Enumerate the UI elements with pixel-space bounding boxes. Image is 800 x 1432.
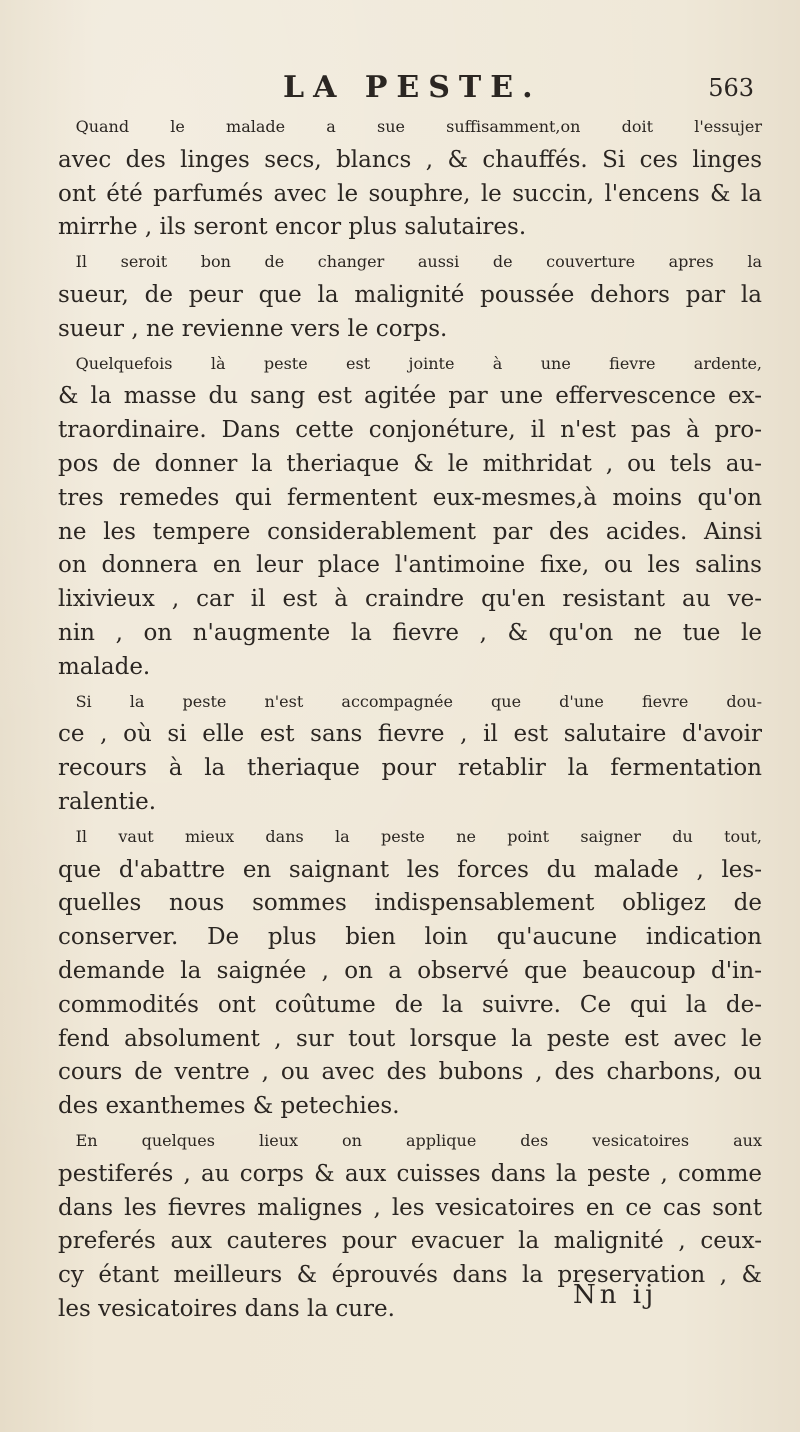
body-text — [58, 110, 762, 1327]
text-line: mirrhe , ils seront encor plus salutaires. — [58, 214, 527, 241]
text-line: commodités ont coûtume de la suivre. Ce qui la de- — [58, 991, 762, 1018]
text-line: dans les fievres malignes , les vesicatoires en ce cas sont — [58, 1194, 762, 1221]
text-line: quelles nous sommes indispensablement obligez de — [58, 890, 762, 917]
text-line: En quelques lieux on applique des vesicatoires aux — [75, 1130, 762, 1150]
text-line: lixivieux , car il est à craindre qu'en resistant au ve- — [58, 586, 762, 613]
text-line: malade. — [58, 653, 151, 680]
text-line: Quand le malade a sue suffisamment,on doit l'essujer — [75, 117, 762, 136]
text-line: ce , où si elle est sans fievre , il est salutaire d'avoir — [58, 721, 762, 748]
text-line: tres remedes qui fermentent eux-mesmes,à moins qu'on — [58, 484, 762, 511]
signature-mark: Nn ij — [573, 1280, 658, 1310]
text-line: on donnera en leur place l'antimoine fixe, ou les salins — [58, 552, 762, 579]
text-line: nin , on n'augmente la fievre , & qu'on ne tue le — [58, 619, 762, 646]
text-line: ne les tempere considerablement par des acides. Ainsi — [58, 518, 762, 545]
text-line: avec des linges secs, blancs , & chauffés. Si ces linges — [58, 146, 762, 173]
paragraph-2 — [58, 245, 762, 346]
running-head — [58, 70, 762, 110]
text-line: des exanthemes & petechies. — [58, 1093, 400, 1120]
text-line: sueur , ne revienne vers le corps. — [58, 315, 448, 342]
text-line: cours de ventre , ou avec des bubons , des charbons, ou — [58, 1059, 762, 1086]
text-line: fend absolument , sur tout lorsque la peste est avec le — [58, 1025, 762, 1052]
text-line: pestiferés , au corps & aux cuisses dans la peste , comme — [58, 1160, 762, 1187]
text-line: Quelquefois là peste est jointe à une fievre ardente, — [75, 353, 762, 373]
text-line: demande la saignée , on a observé que beaucoup d'in- — [58, 957, 762, 984]
text-line: que d'abattre en saignant les forces du malade , les- — [58, 856, 762, 883]
text-line: traordinaire. Dans cette conjonéture, il n'est pas à pro- — [58, 417, 762, 444]
text-line: recours à la theriaque pour retablir la fermentation — [58, 755, 762, 782]
paragraph-1 — [58, 110, 762, 245]
paragraph-3 — [58, 347, 762, 685]
paragraph-4 — [58, 685, 762, 820]
text-line: les vesicatoires dans la cure. — [58, 1295, 395, 1322]
running-title: LA PESTE. — [283, 70, 542, 105]
text-line: sueur, de peur que la malignité poussée dehors par la — [58, 281, 762, 308]
text-line: cy étant meilleurs & éprouvés dans la preservation , & — [58, 1262, 762, 1289]
text-line: preferés aux cauteres pour evacuer la malignité , ceux- — [58, 1228, 762, 1255]
page-number: 563 — [708, 74, 754, 102]
text-line: Si la peste n'est accompagnée que d'une fievre dou- — [75, 691, 762, 711]
text-line: pos de donner la theriaque & le mithridat , ou tels au- — [58, 450, 762, 477]
text-line: Il vaut mieux dans la peste ne point saigner du tout, — [75, 826, 762, 846]
text-line: & la masse du sang est agitée par une effervescence ex- — [58, 383, 762, 410]
text-line: ont été parfumés avec le souphre, le succin, l'encens & la — [58, 180, 762, 207]
text-line: conserver. De plus bien loin qu'aucune indication — [58, 924, 762, 951]
paragraph-5 — [58, 820, 762, 1124]
text-line: ralentie. — [58, 788, 157, 815]
text-line: Il seroit bon de changer aussi de couverture apres la — [75, 252, 762, 272]
